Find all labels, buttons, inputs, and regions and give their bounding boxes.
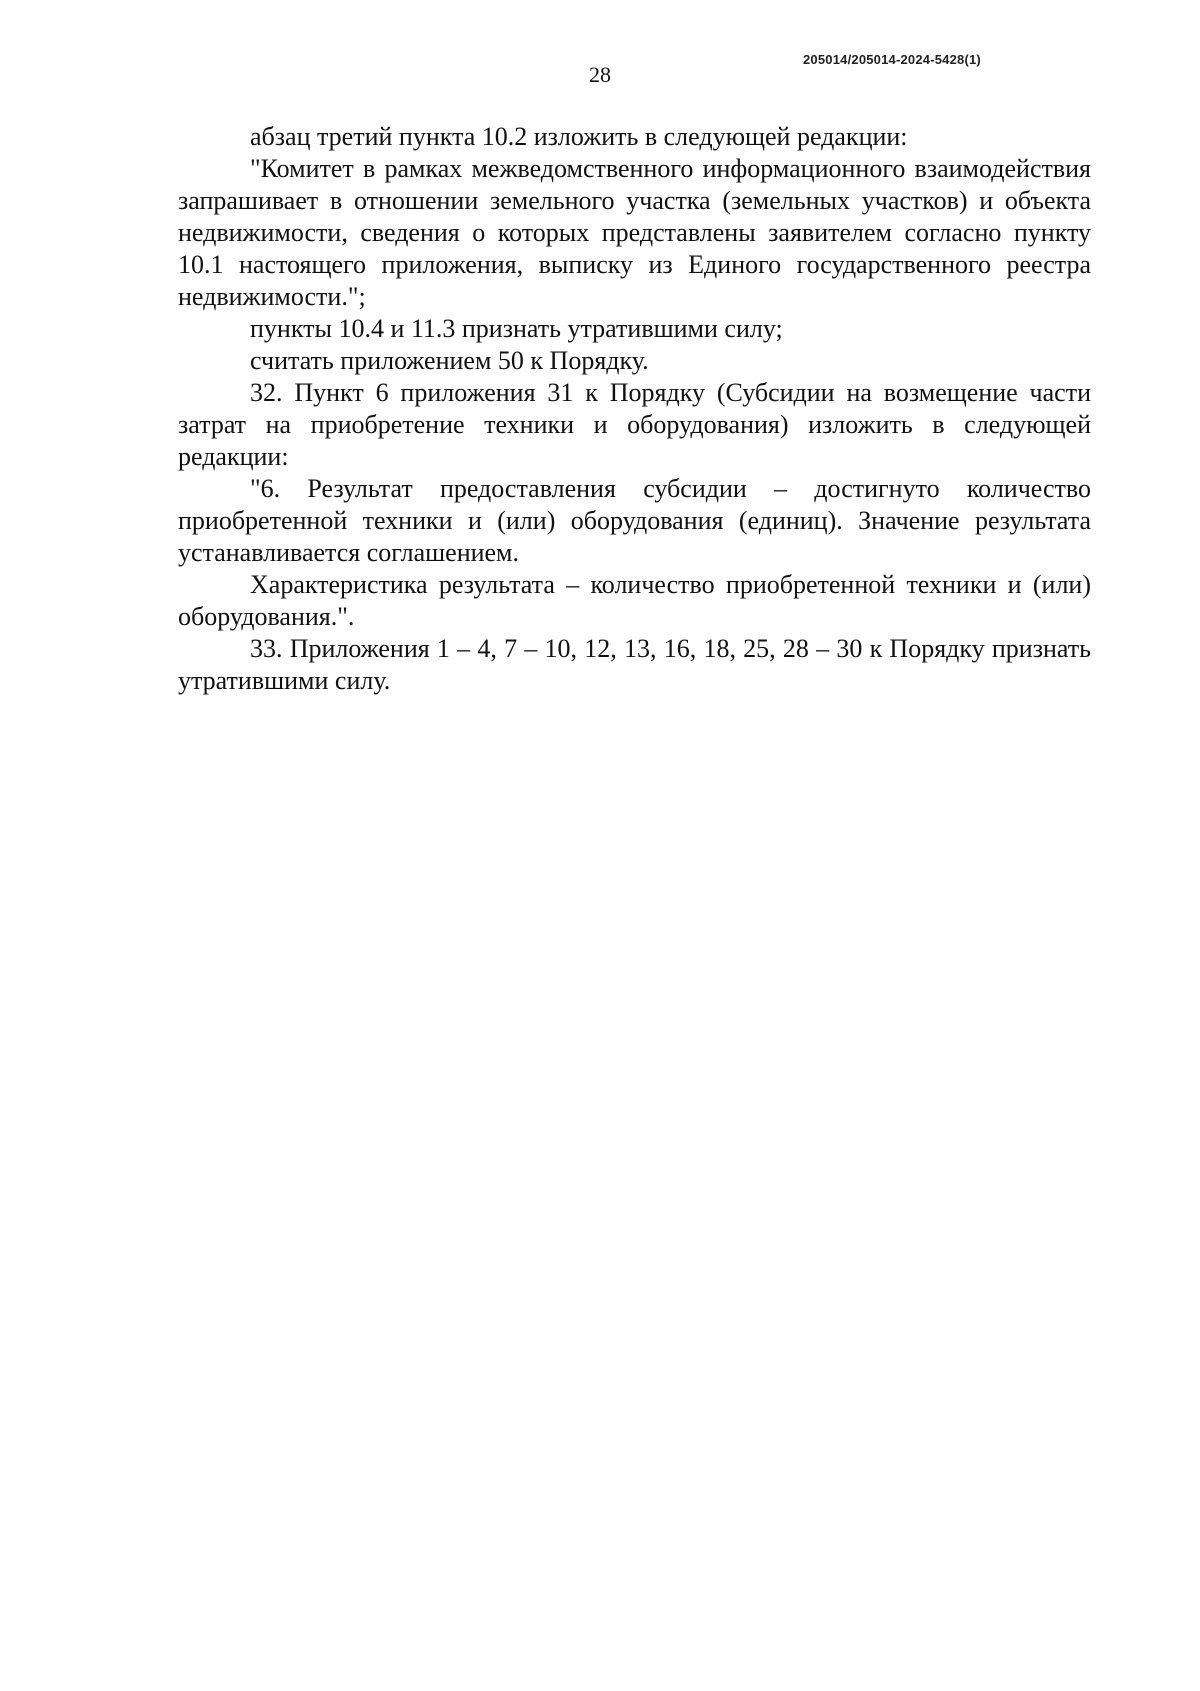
page-number: 28 bbox=[589, 62, 611, 87]
paragraph: пункты 10.4 и 11.3 признать утратившими силу; bbox=[250, 314, 783, 343]
document-id: 205014/205014-2024-5428(1) bbox=[803, 52, 981, 67]
paragraph: 32. Пункт 6 приложения 31 к Порядку (Субсидии на возмещение части затрат на приобретение техники и оборудования) изложить в следующей редакции: bbox=[178, 378, 1091, 471]
paragraph: "Комитет в рамках межведомственного информационного взаимодействия запрашивает в отношении земельного участка (земельных участков) и объекта недвижимости, сведения о которых представлены заявителем согласно пункту 10.1 настоящего приложения, выписку из Единого государственного реестра недвижимости."; bbox=[178, 154, 1091, 311]
paragraph: "6. Результат предоставления субсидии – достигнуто количество приобретенной техники и (или) оборудования (единиц). Значение результата устанавливается соглашением. bbox=[178, 474, 1091, 567]
paragraph: считать приложением 50 к Порядку. bbox=[250, 346, 649, 375]
paragraph: абзац третий пункта 10.2 изложить в следующей редакции: bbox=[250, 122, 908, 151]
document-body bbox=[178, 121, 1091, 697]
paragraph: 33. Приложения 1 – 4, 7 – 10, 12, 13, 16, 18, 25, 28 – 30 к Порядку признать утратившими силу. bbox=[178, 634, 1091, 695]
paragraph: Характеристика результата – количество приобретенной техники и (или) оборудования.". bbox=[178, 570, 1091, 631]
